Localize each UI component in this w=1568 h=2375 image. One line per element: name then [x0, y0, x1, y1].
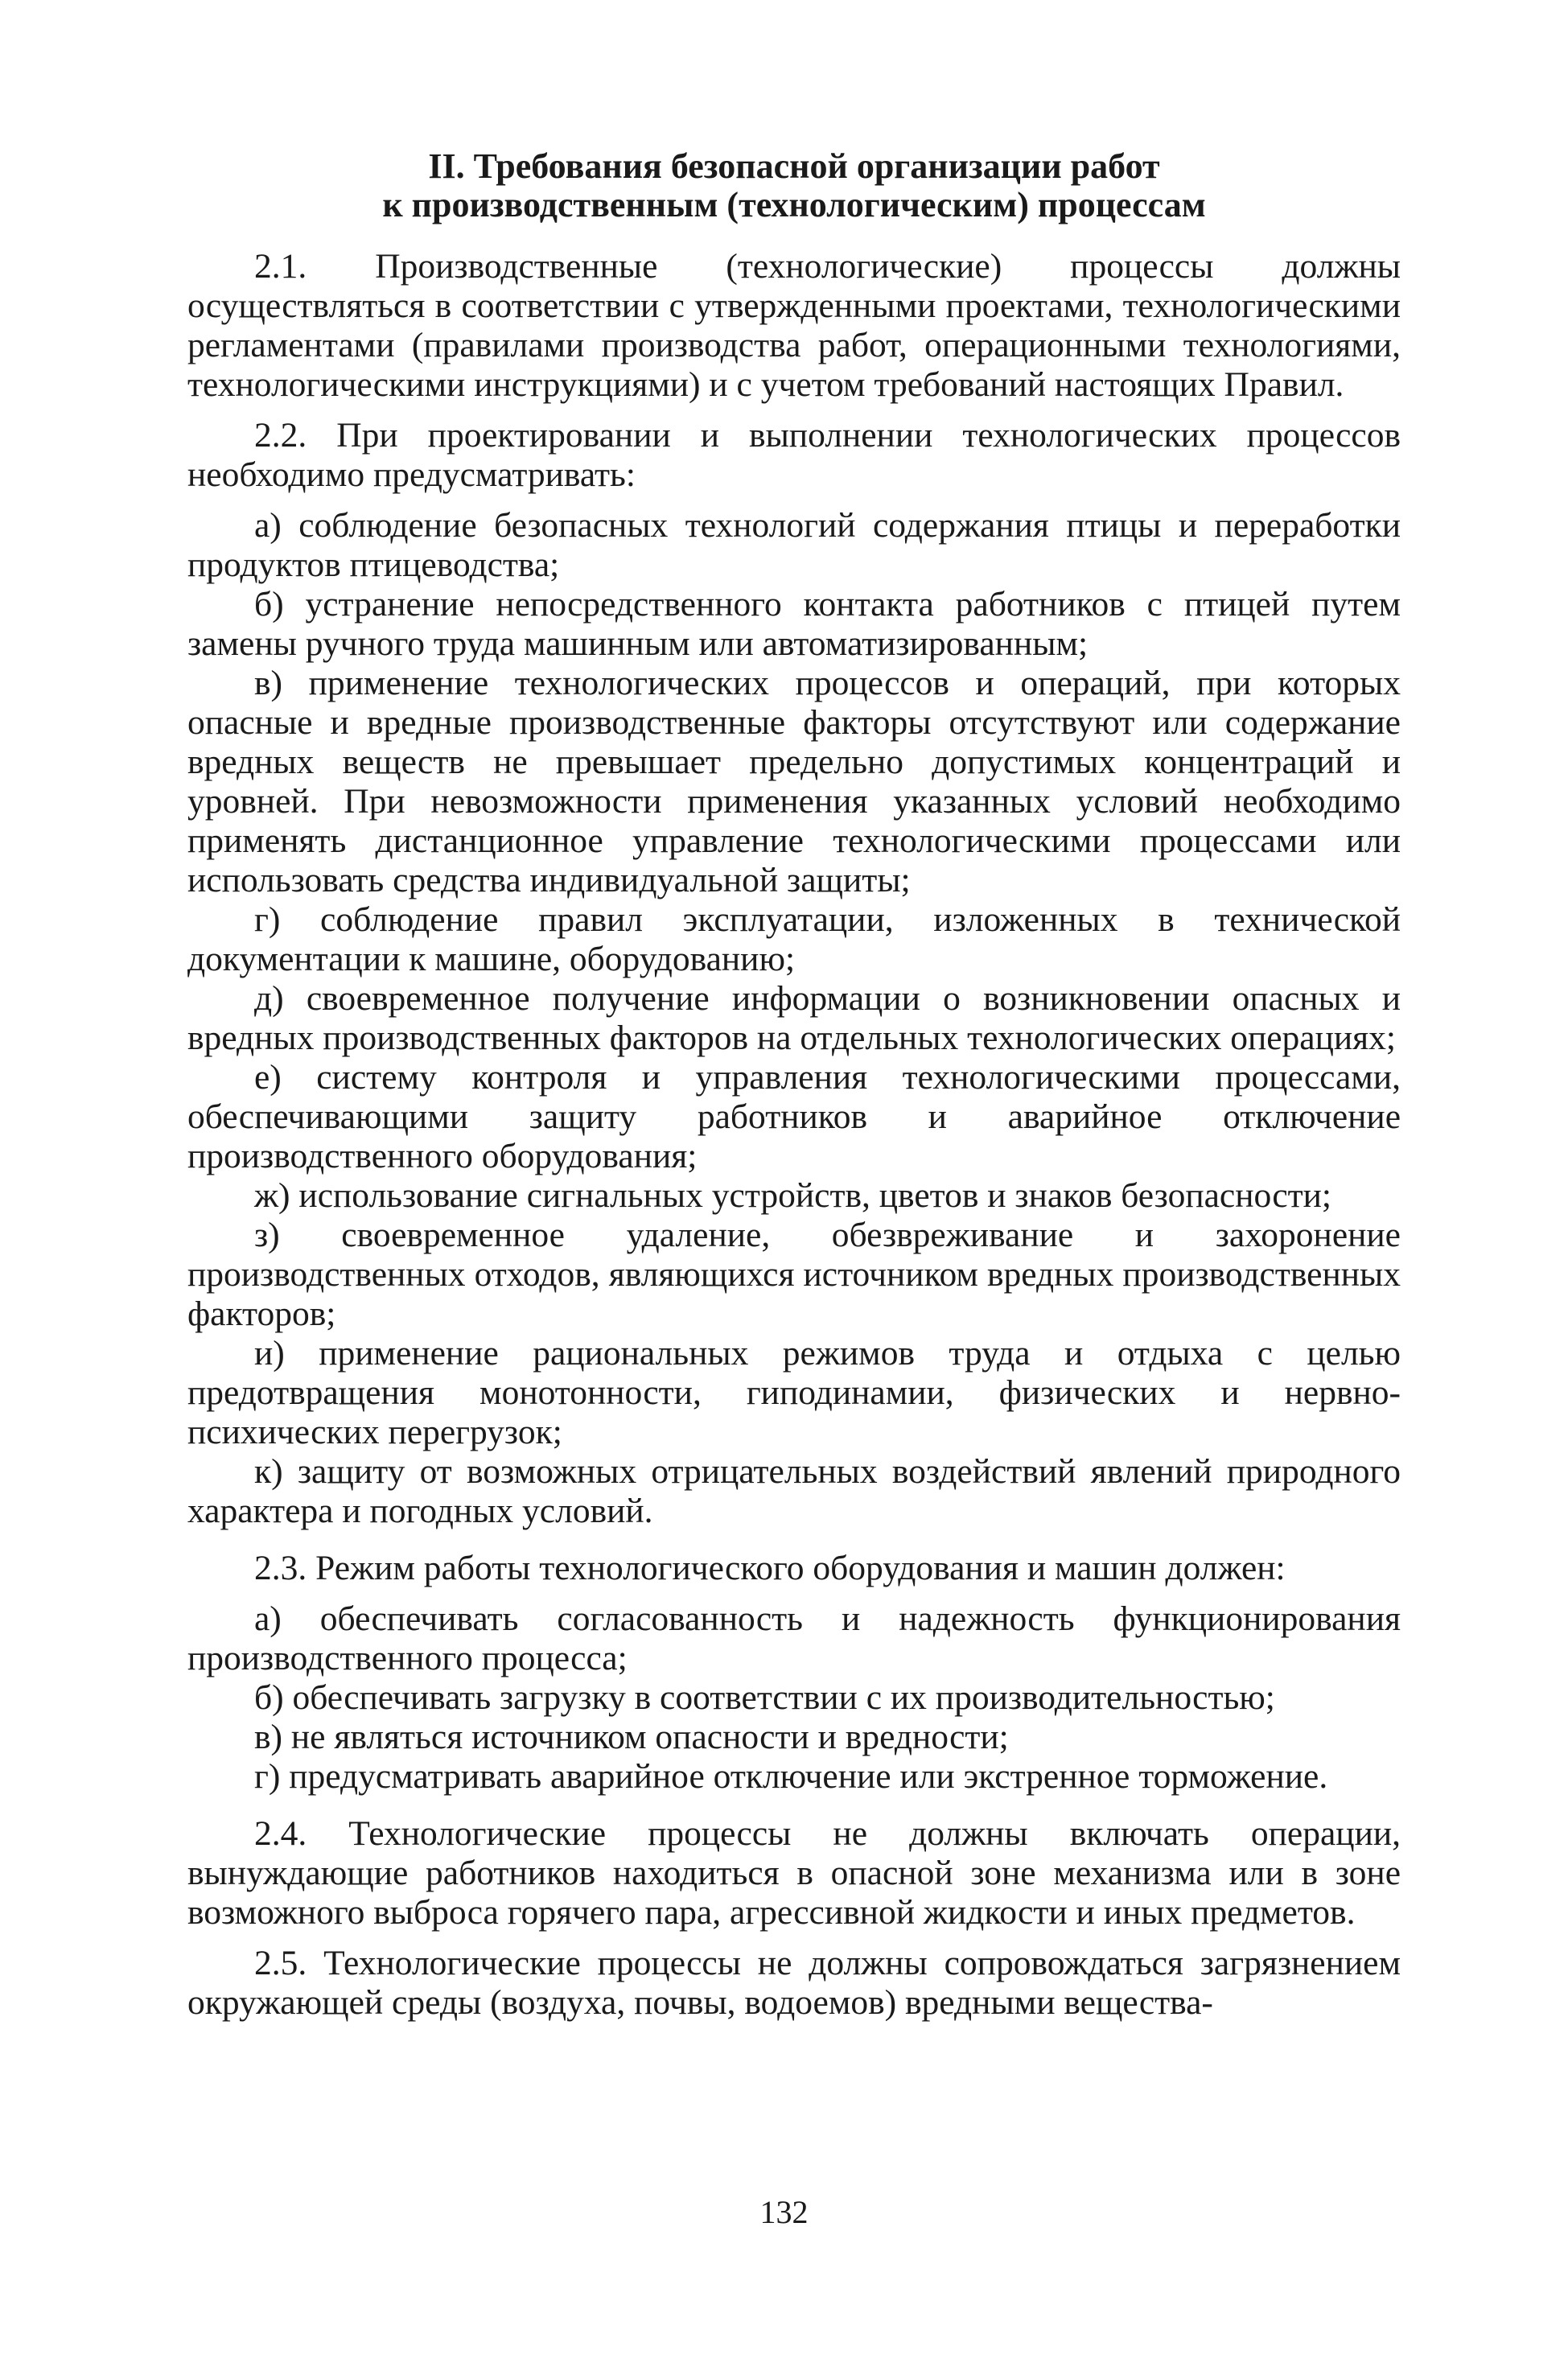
- paragraph-2-1: 2.1. Производственные (технологические) процессы должны осуществляться в соответствии с утвержденными проектами, технологическими регламентами (правилами производства работ, операционными технологиями, технологическими инструкциями) и с учетом требований настоящих Правил.: [187, 247, 1401, 404]
- paragraph-2-4: 2.4. Технологические процессы не должны включать операции, вынуждающие работников находиться в опасной зоне механизма или в зоне возможного выброса горячего пара, агрессивной жидкости и иных предметов.: [187, 1814, 1401, 1932]
- list-item-2-3-a: а) обеспечивать согласованность и надежность функционирования производственного процесса;: [187, 1599, 1401, 1677]
- section-title-line-2: к производственным (технологическим) процессам: [382, 185, 1206, 224]
- list-item-2-3-v: в) не являться источником опасности и вредности;: [254, 1718, 1009, 1756]
- page-number: 132: [759, 2194, 809, 2230]
- page-body: [187, 147, 1401, 2023]
- list-item-2-2-e: е) систему контроля и управления технологическими процессами, обеспечивающими защиту работников и аварийное отключение производственного оборудования;: [187, 1058, 1401, 1175]
- section-heading: [187, 147, 1401, 224]
- paragraph-2-3: 2.3. Режим работы технологического оборудования и машин должен:: [254, 1549, 1286, 1587]
- list-item-2-2-a: а) соблюдение безопасных технологий содержания птицы и переработки продуктов птицеводства;: [187, 506, 1401, 584]
- list-item-2-3-g: г) предусматривать аварийное отключение или экстренное торможение.: [254, 1757, 1328, 1796]
- list-item-2-2-d: д) своевременное получение информации о возникновении опасных и вредных производственных факторов на отдельных технологических операциях;: [187, 979, 1401, 1057]
- list-item-2-3-b: б) обеспечивать загрузку в соответствии с их производительностью;: [254, 1678, 1275, 1717]
- list-item-2-2-k: к) защиту от возможных отрицательных воздействий явлений природного характера и погодных условий.: [187, 1452, 1401, 1530]
- list-item-2-2-b: б) устранение непосредственного контакта работников с птицей путем замены ручного труда машинным или автоматизированным;: [187, 585, 1401, 663]
- list-item-2-2-i: и) применение рациональных режимов труда и отдыха с целью предотвращения монотонности, гиподинамии, физических и нервно-психических перегрузок;: [187, 1334, 1401, 1451]
- paragraph-2-2: 2.2. При проектировании и выполнении технологических процессов необходимо предусматривать:: [187, 416, 1401, 494]
- list-item-2-2-z: з) своевременное удаление, обезвреживание и захоронение производственных отходов, являющихся источником вредных производственных факторов;: [187, 1216, 1401, 1333]
- section-title-line-1: II. Требования безопасной организации работ: [428, 146, 1160, 186]
- list-item-2-2-zh: ж) использование сигнальных устройств, цветов и знаков безопасности;: [254, 1176, 1332, 1215]
- list-item-2-2-g: г) соблюдение правил эксплуатации, изложенных в технической документации к машине, оборудованию;: [187, 900, 1401, 978]
- paragraph-2-5: 2.5. Технологические процессы не должны сопровождаться загрязнением окружающей среды (воздуха, почвы, водоемов) вредными вещества-: [187, 1944, 1401, 2022]
- list-item-2-2-v: в) применение технологических процессов и операций, при которых опасные и вредные производственные факторы отсутствуют или содержание вредных веществ не превышает предельно допустимых концентраций и уровней. При невозможности применения указанных условий необходимо применять дистанционное управление технологическими процессами или использовать средства индивидуальной защиты;: [187, 664, 1401, 899]
